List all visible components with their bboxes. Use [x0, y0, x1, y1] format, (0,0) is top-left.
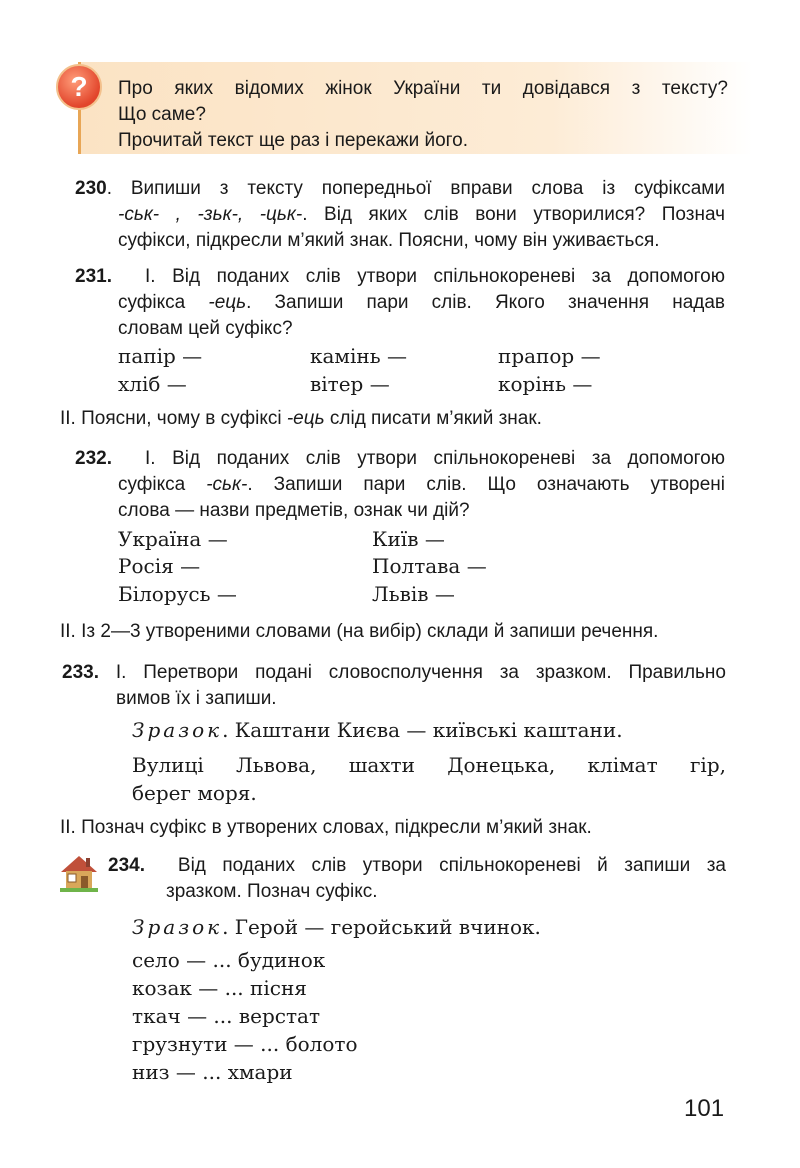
exercise-number: 234.: [108, 855, 145, 876]
page-number: 101: [684, 1095, 725, 1122]
question-line-2: Що саме?: [118, 104, 206, 125]
suffix-list: -ськ- , -зьк-, -цьк-: [118, 204, 303, 225]
exercise-text: I. Від поданих слів утвори спільнокореневі за допомогою: [145, 266, 725, 287]
question-line-1: Про яких відомих жінок України ти довідався з тексту?: [118, 78, 728, 99]
word-item: Львів —: [372, 582, 455, 606]
word-item: папір —: [118, 344, 203, 368]
word-item: Полтава —: [372, 554, 487, 578]
exercise-231-part2: [60, 406, 542, 432]
suffix: -ець: [286, 408, 325, 429]
exercise-text: суфікса: [118, 292, 209, 313]
exercise-number: 232.: [75, 448, 112, 469]
example-line: берег моря.: [132, 781, 257, 805]
question-line-3: Прочитай текст ще раз і перекажи його.: [118, 130, 468, 151]
exercise-text: . Запиши пари слів. Що означають утворені: [247, 474, 726, 495]
exercise-230: [75, 176, 725, 254]
exercise-text: суфікси, підкресли м’який знак. Поясни, чому він уживається.: [118, 230, 660, 251]
exercise-233: [62, 660, 726, 712]
sample-text: . Герой — геройський вчинок.: [222, 915, 541, 939]
exercise-text: I. Від поданих слів утвори спільнокореневі за допомогою: [145, 448, 725, 469]
exercise-234-items: [132, 946, 358, 1086]
sample-label: Зразок: [132, 915, 223, 939]
exercise-232-part2: II. Із 2—3 утвореними словами (на вибір) склади й запиши речення.: [60, 621, 659, 642]
word-item: Білорусь —: [118, 582, 237, 606]
word-item: хліб —: [118, 372, 187, 396]
word-item: вітер —: [310, 372, 390, 396]
sample-line: [132, 913, 541, 941]
exercise-text: суфікса: [118, 474, 207, 495]
sample-line: [132, 716, 623, 744]
exercise-text: Від поданих слів утвори спільнокореневі й запиши за: [177, 855, 727, 876]
list-item: село — ... будинок: [132, 948, 326, 972]
question-icon: ?: [56, 64, 102, 110]
exercise-232: [75, 446, 725, 524]
exercise-234: [108, 853, 726, 905]
exercise-text: вимов їх і запиши.: [116, 688, 277, 709]
example-line: Вулиці Львова, шахти Донецька, клімат гір,: [132, 753, 726, 777]
exercise-233-examples: [132, 751, 726, 807]
exercise-number: 233.: [62, 662, 99, 683]
list-item: грузнути — ... болото: [132, 1032, 358, 1056]
list-item: низ — ... хмари: [132, 1060, 293, 1084]
suffix: -ець: [208, 292, 247, 313]
list-item: ткач — ... верстат: [132, 1004, 321, 1028]
exercise-text: зразком. Познач суфікс.: [166, 881, 378, 902]
exercise-233-part2: II. Познач суфікс в утворених словах, підкресли м’який знак.: [60, 817, 592, 838]
exercise-text: I. Перетвори подані словосполучення за зразком. Правильно: [115, 662, 726, 683]
question-text: [118, 76, 728, 154]
exercise-number: 230: [75, 178, 107, 199]
house-icon: [58, 852, 100, 894]
suffix: -ськ-: [206, 474, 248, 495]
exercise-231: [75, 264, 725, 342]
word-item: Україна —: [118, 527, 228, 551]
word-item: корінь —: [498, 372, 593, 396]
word-item: Київ —: [372, 527, 445, 551]
exercise-text: . Від яких слів вони утворилися? Познач: [302, 204, 725, 225]
exercise-text: II. Поясни, чому в суфіксі: [60, 408, 287, 429]
exercise-number: 231.: [75, 266, 112, 287]
sample-text: . Каштани Києва — київські каштани.: [222, 718, 623, 742]
list-item: козак — ... пісня: [132, 976, 307, 1000]
word-item: Росія —: [118, 554, 201, 578]
exercise-text: . Запиши пари слів. Якого значення надав: [246, 292, 726, 313]
word-item: камінь —: [310, 344, 407, 368]
exercise-text: слід писати м’який знак.: [324, 408, 542, 429]
exercise-text: словам цей суфікс?: [118, 318, 293, 339]
exercise-text: слова — назви предметів, ознак чи дій?: [118, 500, 470, 521]
sample-label: Зразок: [132, 718, 223, 742]
exercise-text: . Випиши з тексту попередньої вправи слова із суфіксами: [106, 178, 725, 199]
word-item: прапор —: [498, 344, 601, 368]
